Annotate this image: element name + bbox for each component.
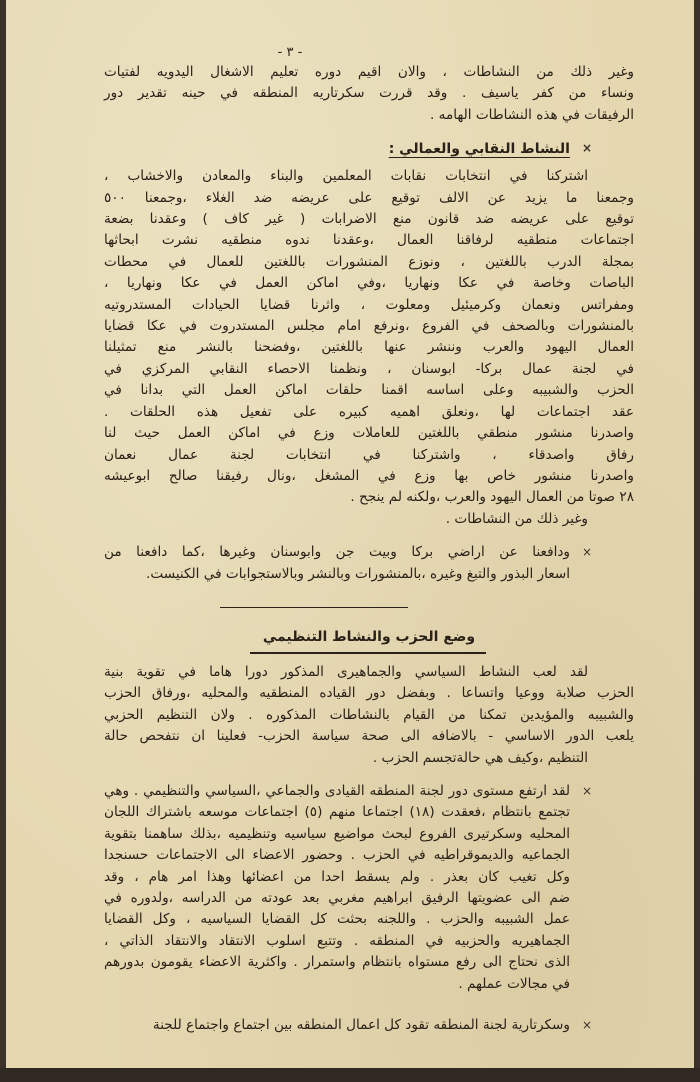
text-line: واصدرنا منشور خاص بها وزع في المشغل ،ونال رفيقنا صالح ابوعيشه bbox=[104, 467, 634, 484]
secretariat-paragraph bbox=[104, 1015, 634, 1036]
text-line: التنظيم ،وكيف هي حالةتجسم الحزب . bbox=[372, 749, 588, 766]
text-line: بمجلة الدرب باللغتين ، ونوزع المنشورات باللغتين للعمال في محطات bbox=[104, 253, 634, 270]
committee-paragraph bbox=[104, 781, 634, 995]
text-line: يلعب الدور الاساسي - بالاضافه الى صحة سياسة الحزب- فعلينا ان نتفحص حالة bbox=[104, 728, 634, 745]
text-line: الذى نحتاج الى رفع مستواه بانتظام واستمرار . واكثرية الاعضاء يقومون بدورهم bbox=[104, 954, 570, 971]
text-line: لقد ارتفع مستوى دور لجنة المنطقه القيادى والجماعي ،السياسي والتنظيمي . وهي bbox=[104, 782, 570, 799]
party-paragraph bbox=[104, 662, 634, 769]
text-line: الجماهيريه والحزبيه في المنطقه . وتتبع اسلوب الانتقاد والانتقاد الذاتي ، bbox=[104, 932, 570, 949]
union-activity-paragraph bbox=[104, 166, 634, 530]
text-line: الحزب صلابة ووعيا واتساعا . وبفضل دور القياده المنطقيه والمحليه ،ورفاق الحزب bbox=[104, 685, 634, 702]
text-line: عقد اجتماعات لها ،ونعلق اهميه كبيره على تفعيل هذه الحلقات . bbox=[104, 403, 634, 420]
text-line: ٢٨ صوتا من العمال اليهود والعرب ،ولكنه لم ينجح . bbox=[350, 489, 634, 506]
text-line: الحزب والشبيبه وعلى اساسه اقمنا حلقات اماكن العمل التي بدانا في bbox=[104, 382, 634, 399]
union-section-header bbox=[104, 138, 634, 160]
section-divider bbox=[220, 607, 408, 609]
text-line: ونساء من كفر ياسيف . وقد قررت سكرتاريه المنطقه في حينه تقدير دور bbox=[104, 85, 634, 102]
bullet-mark: × bbox=[581, 141, 592, 156]
text-line: بالمنشورات وبالصحف في الفروع ،ونرفع امام مجلس المستدروت في عكا قضايا bbox=[104, 318, 634, 335]
text-line: لقد لعب النشاط السياسي والجماهيرى المذكور دورا هاما في تقوية بنية bbox=[104, 663, 588, 680]
text-line: توقيع على عريضه ضد قانون منع الاضرابات ( غير كاف ) وعقدنا بضعة bbox=[104, 211, 634, 228]
text-line: الرفيقات في هذه النشاطات الهامه . bbox=[430, 106, 634, 123]
party-section-heading: وضع الحزب والنشاط التنظيمي bbox=[262, 629, 476, 646]
text-line: المحليه وسكرتيرى الفروع لبحث مواضيع سياسيه وتنظيميه ،بذلك ساهمنا بتقوية bbox=[104, 825, 570, 842]
text-line: ودافعنا عن اراضي بركا وبيت جن وابوسنان وغيرها ،كما دافعنا من bbox=[104, 544, 570, 561]
text-line: عمل الشبيبه والحزب . واللجنه بحثت كل القضايا السياسيه ، وكل القضايا bbox=[104, 911, 570, 928]
intro-paragraph bbox=[104, 62, 634, 126]
text-column bbox=[104, 44, 634, 1036]
text-line: وغير ذلك من النشاطات . bbox=[445, 510, 588, 527]
text-line: اشتركنا في انتخابات نقابات المعلمين والبناء والمعادن والاخشاب ، bbox=[104, 168, 588, 185]
union-section-heading: النشاط النقابي والعمالي : bbox=[388, 141, 570, 158]
text-line: وغير ذلك من النشاطات ، والان اقيم دوره تعليم الاشغال اليدويه لفتيات bbox=[104, 64, 634, 80]
text-line: في مجالات عملهم . bbox=[458, 975, 570, 992]
text-line: في لجنة عمال بركا- ابوسنان ، ونظمنا الاحصاء النقابي المركزي في bbox=[104, 360, 634, 377]
text-line: وسكرتارية لجنة المنطقه تقود كل اعمال المنطقه بين اجتماع واجتماع للجنة bbox=[152, 1017, 570, 1034]
bullet-mark: × bbox=[581, 783, 592, 798]
page-number: - ٣ - bbox=[277, 45, 303, 60]
document-page bbox=[6, 0, 694, 1068]
text-line: اسعار البذور والتبغ وغيره ،بالمنشورات وبالنشر وبالاستجوابات في الكنيست. bbox=[146, 565, 570, 582]
land-defense-paragraph bbox=[104, 542, 634, 585]
text-line: ومفراتس ونعمان وكرميئيل ومعلوت ، واثرنا قضايا الحيادات المستدروتيه bbox=[104, 296, 634, 313]
text-line: وكل تغيب كان بعذر . ولم يسقط احدا من اعضائها وهذا امر هام ، وقد bbox=[104, 868, 570, 885]
bullet-mark: × bbox=[581, 1018, 592, 1033]
text-line: ضم الى عضويتها الرفيق ابراهيم مغربي بعد عودته من الدراسه ،ولدوره في bbox=[104, 890, 570, 906]
text-line: الجماعيه والديموقراطيه في الحزب . وحضور الاعضاء الى الاجتماعات حسنجدا bbox=[104, 847, 570, 864]
text-line: العمال اليهود والعرب وننشر عنها باللغتين ،وفضحنا بالنشر منع تمثيلنا bbox=[104, 339, 634, 356]
bullet-mark: × bbox=[581, 545, 592, 560]
text-line: اجتماعات منطقيه لرفاقنا العمال ،وعقدنا ندوه منطقيه نشرت ابحاثها bbox=[104, 232, 634, 249]
heading-underline bbox=[250, 652, 486, 654]
text-line: الباصات وخاصة في عكا ونهاريا ،وفي اماكن العمل في عكا ونهاريا ، bbox=[104, 275, 634, 292]
scan-border bbox=[0, 1068, 700, 1082]
text-line: واصدرنا منشور منطقي باللغتين للعاملات وزع في اماكن العمل حيث لنا bbox=[104, 425, 634, 442]
text-line: وجمعنا ما يزيد عن الالف توقيع على عريضه ضد الغلاء ،وجمعنا ٥٠٠ bbox=[104, 189, 634, 206]
text-line: رفاق واصدقاء ، واشتركنا في انتخابات لجنة عمال نعمان bbox=[104, 446, 634, 463]
text-line: تجتمع بانتظام ،فعقدت (١٨) اجتماعا منهم (٥) اجتماعات موسعه باشتراك اللجان bbox=[104, 804, 570, 821]
text-line: والشبيبه والمؤيدين تمكنا من القيام بالنشاطات المذكوره . ولان التنظيم الحزبي bbox=[104, 706, 634, 723]
